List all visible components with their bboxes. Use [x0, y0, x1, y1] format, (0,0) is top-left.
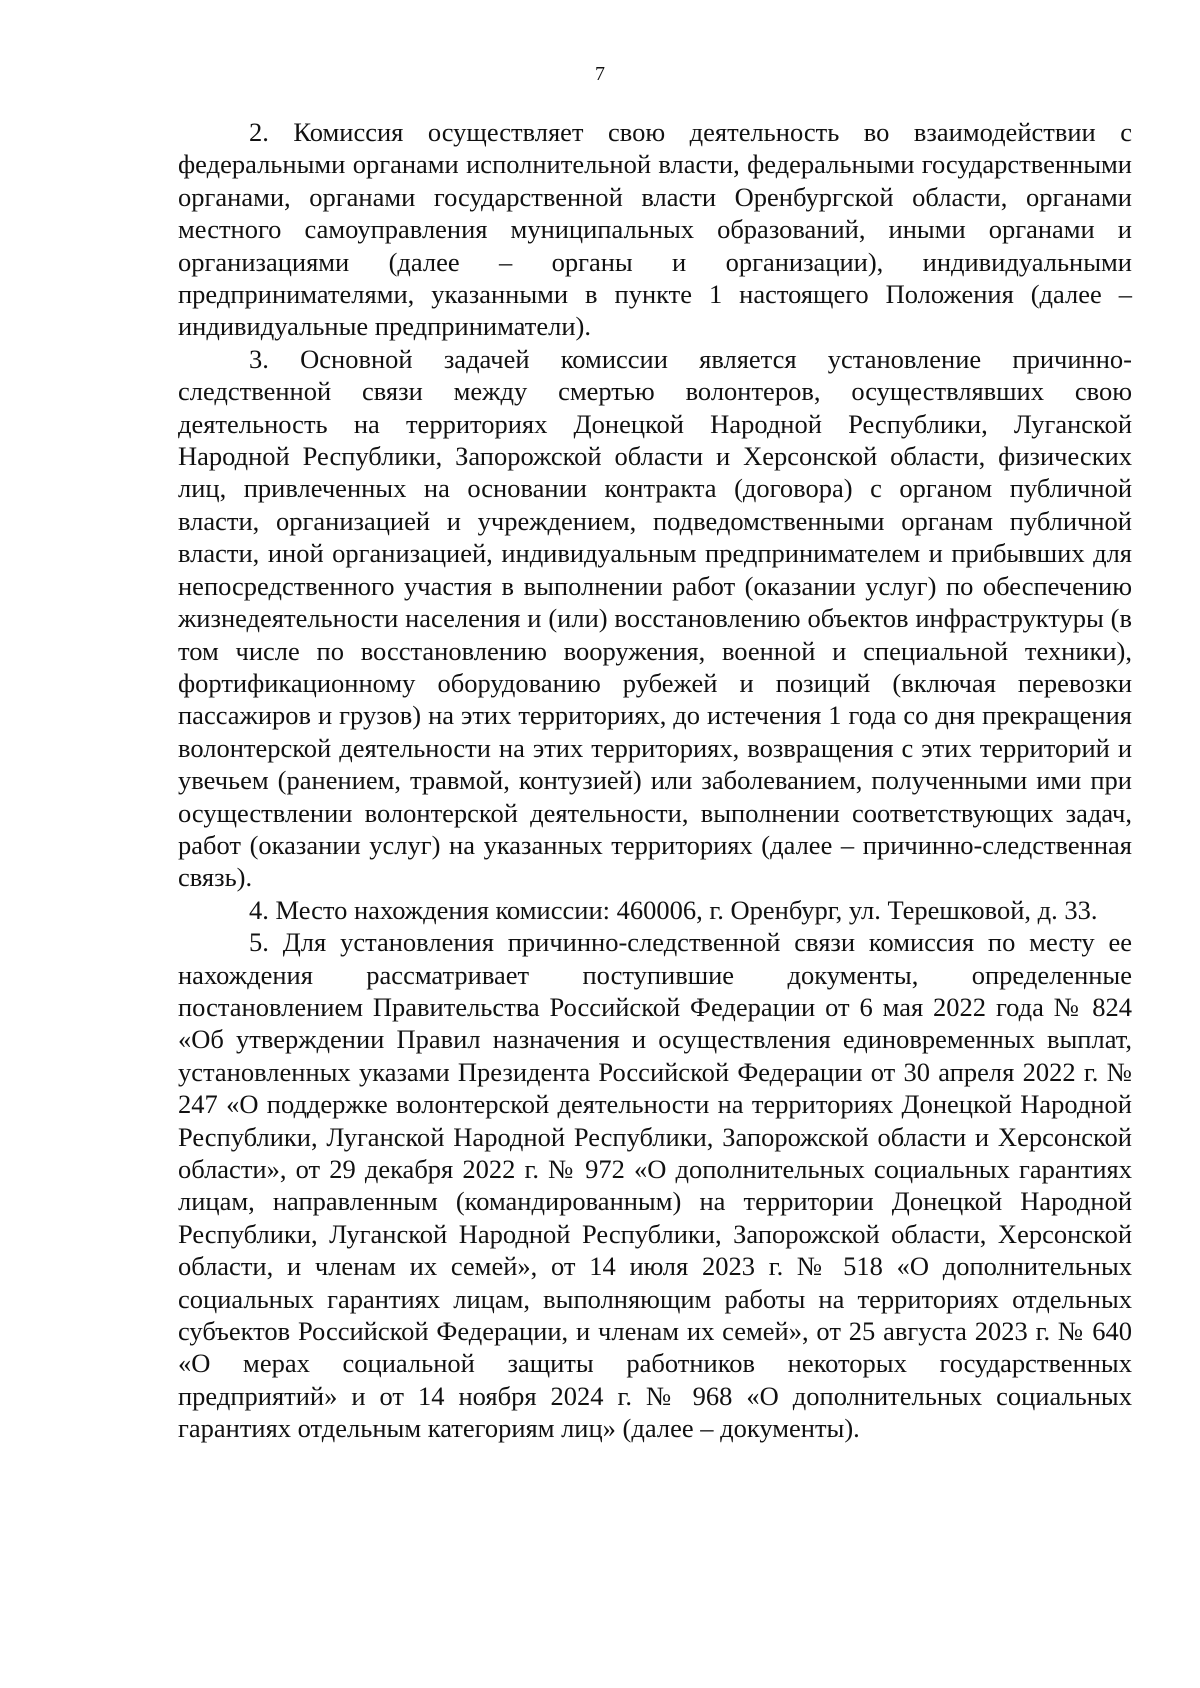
document-body [178, 116, 1132, 1445]
paragraph-5: 5. Для установления причинно-следственной связи комиссия по месту ее нахождения рассматривает поступившие документы, определенные постановлением Правительства Российской Федерации от 6 мая 2022 года № 824 «Об утверждении Правил назначения и осуществления единовременных выплат, установленных указами Президента Российской Федерации от 30 апреля 2022 г. № 247 «О поддержке волонтерской деятельности на территориях Донецкой Народной Республики, Луганской Народной Республики, Запорожской области и Херсонской области», от 29 декабря 2022 г. № 972 «О дополнительных социальных гарантиях лицам, направленным (командированным) на территории Донецкой Народной Республики, Луганской Народной Республики, Запорожской области, Херсонской области, и членам их семей», от 14 июля 2023 г. № 518 «О дополнительных социальных гарантиях лицам, выполняющим работы на территориях отдельных субъектов Российской Федерации, и членам их семей», от 25 августа 2023 г. № 640 «О мерах социальной защиты работников некоторых государственных предприятий» и от 14 ноября 2024 г. № 968 «О дополнительных социальных гарантиях отдельным категориям лиц» (далее – документы). [178, 927, 1132, 1444]
page-number: 7 [595, 63, 605, 85]
paragraph-3: 3. Основной задачей комиссии является установление причинно-следственной связи между смертью волонтеров, осуществлявших свою деятельность на территориях Донецкой Народной Республики, Луганской Народной Республики, Запорожской области и Херсонской области, физических лиц, привлеченных на основании контракта (договора) с органом публичной власти, организацией и учреждением, подведомственными органам публичной власти, иной организацией, индивидуальным предпринимателем и прибывших для непосредственного участия в выполнении работ (оказании услуг) по обеспечению жизнедеятельности населения и (или) восстановлению объектов инфраструктуры (в том числе по восстановлению вооружения, военной и специальной техники), фортификационному оборудованию рубежей и позиций (включая перевозки пассажиров и грузов) на этих территориях, до истечения 1 года со дня прекращения волонтерской деятельности на этих территориях, возвращения с этих территорий и увечьем (ранением, травмой, контузией) или заболеванием, полученными ими при осуществлении волонтерской деятельности, выполнении соответствующих задач, работ (оказании услуг) на указанных территориях (далее – причинно-следственная связь). [178, 343, 1132, 893]
paragraph-4: 4. Место нахождения комиссии: 460006, г. Оренбург, ул. Терешковой, д. 33. [249, 894, 1098, 925]
paragraph-2: 2. Комиссия осуществляет свою деятельность во взаимодействии с федеральными органами исполнительной власти, федеральными государственными органами, органами государственной власти Оренбургской области, органами местного самоуправления муниципальных образований, иными органами и организациями (далее – органы и организации), индивидуальными предпринимателями, указанными в пункте 1 настоящего Положения (далее – индивидуальные предприниматели). [178, 117, 1132, 342]
